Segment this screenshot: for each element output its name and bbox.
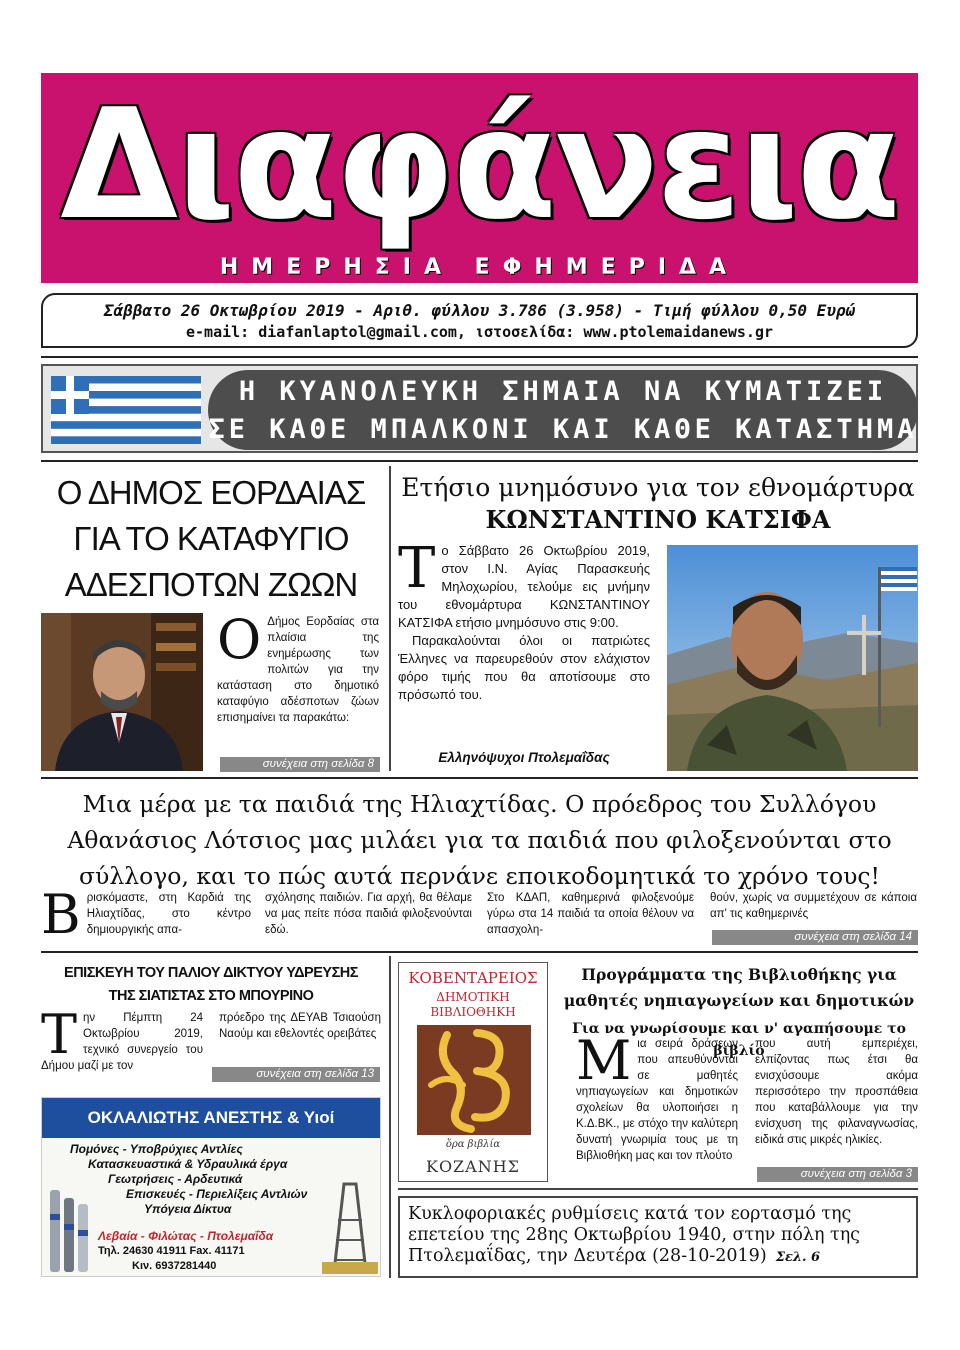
- headline-title: Προγράμματα της Βιβλιοθήκης για μαθητές νηπιαγωγείων και δημοτικών: [563, 965, 915, 1010]
- article-column: [41, 1003, 203, 1074]
- headline-title: Ετήσιο μνημόσυνο για τον εθνομάρτυρα: [401, 473, 915, 502]
- dropcap: Β: [41, 883, 81, 946]
- column-divider: [389, 956, 391, 1278]
- divider-rule: [398, 1188, 918, 1190]
- banner-message: [208, 370, 918, 450]
- headline-line: σύλλογο, και το πώς αυτά περνάνε εποικοδομητικά το χρόνο τους!: [79, 862, 880, 890]
- masthead: [41, 73, 918, 283]
- article-column: [576, 1029, 738, 1164]
- headline-name: ΚΩΝΣΤΑΝΤΙΝΟ ΚΑΤΣΙΦΑ: [485, 505, 831, 534]
- logo-text: ΔΗΜΟΤΙΚΗ: [436, 990, 510, 1004]
- article-body: Δήμος Εορδαίας στα πλαίσια της ενημέρωσης των πολιτών για την κατάσταση στο δημοτικό καταφύγιο αδέσποτων ζώων επισημαίνει τα παρακάτω:: [217, 616, 379, 724]
- column-text: ρισκόμαστε, στη Καρδιά της Ηλιαχτίδας, στο κέντρο δημιουργικής απα-: [86, 892, 251, 936]
- article-paragraph: ο Σάββατο 26 Οκτωβρίου 2019, στον Ι.Ν. Αγίας Παρασκευής Μηλοχωρίου, τελούμε εις μνήμην του εθνομάρτυρα ΚΩΝΣΤΑΝΤΙΝΟΥ ΚΑΤΣΙΦΑ ετήσιο μνημόσυνο στις 9:00.: [398, 543, 650, 630]
- mayor-photo: [41, 613, 203, 771]
- katsifas-photo: [667, 545, 918, 771]
- advertisement[interactable]: [41, 1097, 381, 1277]
- headline-line: Μια μέρα με τα παιδιά της Ηλιαχτίδας. Ο πρόεδρος του Συλλόγου: [82, 790, 877, 818]
- column-text: ην Πέμπτη 24 Οκτωβρίου 2019, τεχνικό συνεργείο του Δήμου μαζί με τον: [41, 1012, 203, 1072]
- ad-locations: Λεβαία - Φιλώτας - Πτολεμαΐδα: [98, 1229, 274, 1243]
- flag-banner: [41, 364, 918, 453]
- headline-subtitle: Για να γνωρίσουμε και ν' αγαπήσουμε το βιβλίο: [572, 1021, 906, 1059]
- divider-rule: [41, 356, 918, 358]
- hliaktida-headline: [41, 786, 918, 894]
- headline-line: Αθανάσιος Λότσιος μας μιλάει για τα παιδιά που φιλοξενούνται στο: [67, 826, 892, 854]
- ad-service: Υπόγεια Δίκτυα: [144, 1202, 232, 1216]
- dropcap: Τ: [398, 536, 436, 601]
- column-text: ια σειρά δράσεων που απευθύνονται σε μαθητές νηπιαγωγείων και δημοτικών σχολείων θα υλοποιήσει η Κ.Δ.ΒΚ., με στόχο την καλύτερη δυνατή γνωριμία τους με τη Βιβλιοθήκη μας και τον πλούτο: [576, 1038, 738, 1162]
- continued-link[interactable]: συνέχεια στη σελίδα 13: [212, 1067, 380, 1082]
- drilling-rig-icon: [322, 1180, 378, 1275]
- divider-rule: [41, 951, 918, 953]
- issue-dateline: Σάββατο 26 Οκτωβρίου 2019 - Αριθ. φύλλου 3.786 (3.958) - Τιμή φύλλου 0,50 Ευρώ: [103, 301, 856, 320]
- logo-text: ΒΙΒΛΙΟΘΗΚΗ: [430, 1005, 516, 1019]
- continued-link[interactable]: συνέχεια στη σελίδα 3: [757, 1167, 918, 1182]
- page-reference: Σελ. 6: [775, 1250, 821, 1265]
- article-column: Στο ΚΔΑΠ, καθημερινά φιλοξενούμε γύρω στα 14 παιδιά τα οποία θέλουν να απασχολη-: [487, 892, 694, 936]
- continued-link[interactable]: συνέχεια στη σελίδα 14: [712, 930, 918, 945]
- katsifas-body: [398, 536, 650, 704]
- logo-city: ΚΟΖΑΝΗΣ: [425, 1157, 520, 1176]
- dimos-body: [217, 608, 379, 726]
- headline-line: ΑΔΕΣΠΟΤΩΝ ΖΩΩΝ: [64, 566, 358, 603]
- column-divider: [389, 466, 391, 771]
- headline-line: ΓΙΑ ΤΟ ΚΑΤΑΦΥΓΙΟ: [73, 520, 349, 557]
- article-column: που αυτή εμπεριέχει, ελπίζοντας πως έτσι θα ενισχύσουμε ακόμα περισσότερο την προσπάθεια που καταβάλλουμε για την ενίσχυση της φιλαναγνωσίας, ειδικά στις μικρές ηλικίες.: [755, 1038, 918, 1146]
- pump-icon: [46, 1184, 96, 1274]
- article-column: θούν, χωρίς να συμμετέχουν σε κάποια απ' τις καθημερινές: [710, 892, 917, 920]
- ad-service: Πομόνες - Υποβρύχιες Αντλίες: [70, 1142, 243, 1156]
- article-signature: Ελληνόψυχοι Πτολεμαΐδας: [438, 750, 610, 765]
- library-monogram-icon: [417, 1025, 531, 1135]
- traffic-notice[interactable]: [398, 1196, 918, 1278]
- dropcap: Ο: [217, 608, 262, 671]
- katsifas-headline: [398, 473, 918, 537]
- banner-line-1: Η ΚΥΑΝΟΛΕΥΚΗ ΣΗΜΑΙΑ ΝΑ ΚΥΜΑΤΙΖΕΙ: [238, 376, 888, 407]
- library-logo: [398, 962, 548, 1182]
- ad-service: Κατασκευαστικά & Υδραυλικά έργα: [88, 1157, 288, 1171]
- ad-title: ΟΚΛΑΛΙΩΤΗΣ ΑΝΕΣΤΗΣ & Υιοί: [42, 1098, 380, 1138]
- ad-service: Γεωτρήσεις - Αρδευτικά: [108, 1172, 243, 1186]
- continued-link[interactable]: συνέχεια στη σελίδα 8: [220, 757, 380, 772]
- headline-line: ΕΠΙΣΚΕΥΗ ΤΟΥ ΠΑΛΙΟΥ ΔΙΚΤΥΟΥ ΥΔΡΕΥΣΗΣ: [64, 965, 358, 981]
- newspaper-logo: Διαφάνεια: [60, 76, 899, 253]
- traffic-text: Κυκλοφοριακές ρυθμίσεις κατά τον εορτασμό της επετείου της 28ης Οκτωβρίου 1940, στην πόλη της Πτολεμαΐδας, την Δευτέρα (28-10-2019): [408, 1204, 860, 1266]
- headline-line: ΤΗΣ ΣΙΑΤΙΣΤΑΣ ΣΤΟ ΜΠΟΥΡΙΝΟ: [108, 988, 314, 1004]
- logo-text: ΚΟΒΕΝΤΑΡΕΙΟΣ: [408, 969, 538, 987]
- dimos-headline: [41, 470, 381, 608]
- issue-info-box: [41, 293, 918, 348]
- dropcap: Μ: [576, 1029, 632, 1092]
- divider-rule: [41, 460, 918, 462]
- article-column: σχόλησης παιδιών. Για αρχή, θα θέλαμε να μας πείτε πόσα παιδιά φιλοξενούνται εδώ.: [265, 892, 472, 936]
- divider-rule: [41, 777, 918, 779]
- ydreusi-headline: [41, 962, 381, 1008]
- headline-line: Ο ΔΗΜΟΣ ΕΟΡΔΑΙΑΣ: [56, 474, 366, 511]
- article-paragraph: Παρακαλούνται όλοι οι πατριώτες Έλληνες να παρευρεθούν στον ελάχιστον φόρο τιμής που θα αποτίσουμε στο πρόσωπό του.: [398, 633, 650, 702]
- ad-phone: Τηλ. 24630 41911 Fax. 41171: [98, 1245, 245, 1257]
- dropcap: Τ: [41, 1003, 78, 1066]
- banner-line-2: ΣΕ ΚΑΘΕ ΜΠΑΛΚΟΝΙ ΚΑΙ ΚΑΘΕ ΚΑΤΑΣΤΗΜΑ: [208, 414, 918, 445]
- newspaper-subtitle: ΗΜΕΡΗΣΙΑ ΕΦΗΜΕΡΙΔΑ: [219, 255, 740, 280]
- ad-service: Επισκευές - Περιελίξεις Αντλιών: [126, 1187, 308, 1201]
- greek-flag-icon: [51, 376, 201, 444]
- article-column: [41, 883, 251, 946]
- logo-motto: ὅρα βιβλία: [445, 1139, 501, 1150]
- article-column: πρόεδρο της ΔΕΥΑΒ Τσιαούση Ναούμ και εθελοντές ορειβάτες: [219, 1012, 381, 1040]
- ad-mobile: Κιν. 6937281440: [132, 1260, 217, 1272]
- contact-line: e-mail: diafanlaptol@gmail.com, ιστοσελίδα: www.ptolemaidanews.gr: [186, 323, 773, 341]
